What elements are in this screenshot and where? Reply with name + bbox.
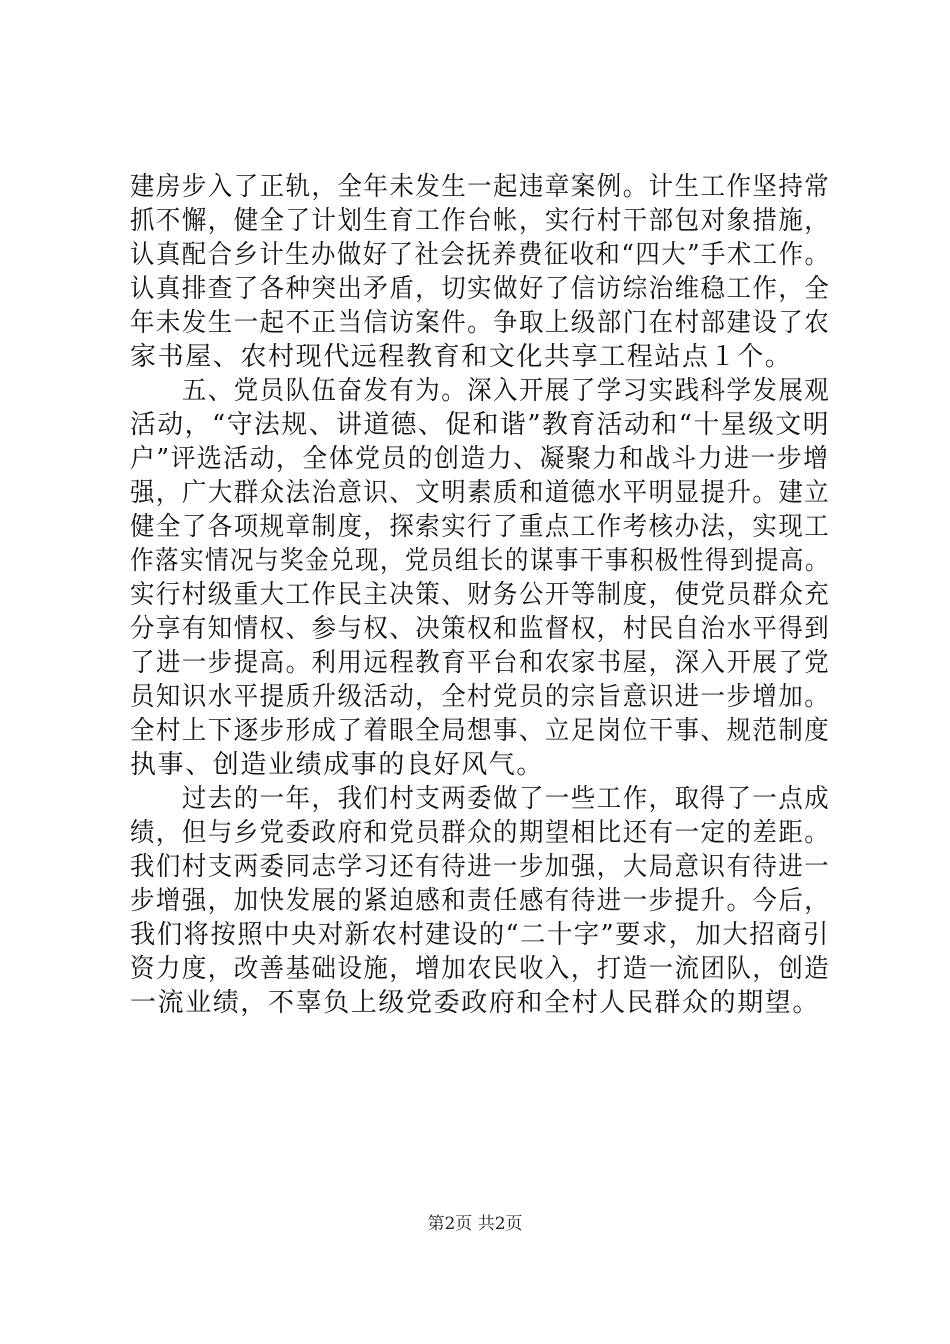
body-text-line: 分享有知情权、参与权、决策权和监督权，村民自治水平得到 bbox=[130, 614, 831, 644]
body-text-line: 了进一步提高。利用远程教育平台和农家书屋，深入开展了党 bbox=[130, 648, 831, 678]
body-text-line: 年未发生一起不正当信访案件。争取上级部门在村部建设了农 bbox=[130, 308, 831, 338]
body-text-line: 认真配合乡计生办做好了社会抚养费征收和“四大”手术工作。 bbox=[130, 240, 831, 270]
body-text-line: 员知识水平提质升级活动，全村党员的宗旨意识进一步增加。 bbox=[130, 682, 831, 712]
body-text-line: 强，广大群众法治意识、文明素质和道德水平明显提升。建立 bbox=[130, 478, 831, 508]
body-text-line: 作落实情况与奖金兑现，党员组长的谋事干事积极性得到提高。 bbox=[130, 546, 830, 576]
body-text-line: 活动，“守法规、讲道德、促和谐”教育活动和“十星级文明 bbox=[130, 410, 831, 440]
body-text-line: 全村上下逐步形成了着眼全局想事、立足岗位干事、规范制度 bbox=[130, 716, 831, 746]
page-number-footer: 第2页 共2页 bbox=[427, 1214, 523, 1234]
body-text-line: 建房步入了正轨，全年未发生一起违章案例。计生工作坚持常 bbox=[130, 172, 831, 202]
body-text-line: 抓不懈，健全了计划生育工作台帐，实行村干部包对象措施， bbox=[130, 206, 831, 236]
body-text-line: 我们将按照中央对新农村建设的“二十字”要求，加大招商引 bbox=[130, 920, 830, 950]
body-text-line: 资力度，改善基础设施，增加农民收入，打造一流团队，创造 bbox=[130, 954, 831, 984]
body-text-line: 执事、创造业绩成事的良好风气。 bbox=[130, 750, 545, 780]
body-text-line: 健全了各项规章制度，探索实行了重点工作考核办法，实现工 bbox=[130, 512, 831, 542]
body-text-line: 一流业绩，不辜负上级党委政府和全村人民群众的期望。 bbox=[130, 988, 821, 1018]
body-text-line: 实行村级重大工作民主决策、财务公开等制度，使党员群众充 bbox=[130, 580, 831, 610]
body-text-line: 认真排查了各种突出矛盾，切实做好了信访综治维稳工作，全 bbox=[130, 274, 831, 304]
body-text-line: 绩，但与乡党委政府和党员群众的期望相比还有一定的差距。 bbox=[130, 818, 831, 848]
body-text-line: 步增强，加快发展的紧迫感和责任感有待进一步提升。今后， bbox=[130, 886, 831, 916]
paragraph-start-line: 过去的一年，我们村支两委做了一些工作，取得了一点成 bbox=[130, 784, 831, 814]
paragraph-start-line: 五、党员队伍奋发有为。深入开展了学习实践科学发展观 bbox=[130, 376, 831, 406]
body-text-line: 我们村支两委同志学习还有待进一步加强，大局意识有待进一 bbox=[130, 852, 831, 882]
body-text-line: 户”评选活动，全体党员的创造力、凝聚力和战斗力进一步增 bbox=[130, 444, 830, 474]
body-text-line: 家书屋、农村现代远程教育和文化共享工程站点１个。 bbox=[130, 342, 793, 372]
